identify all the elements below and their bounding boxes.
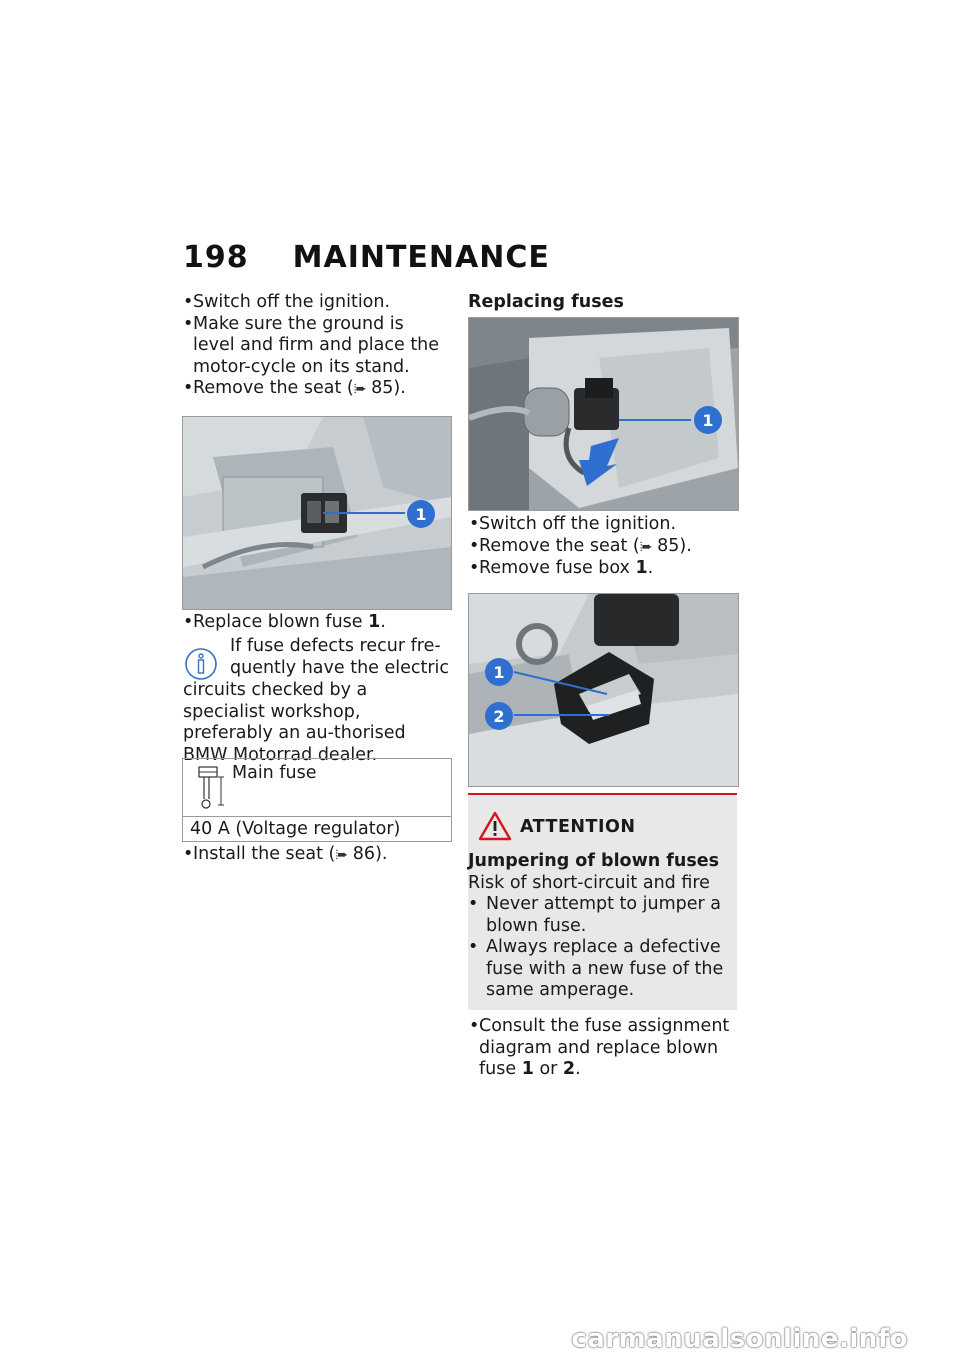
list-item: • Always replace a defective fuse with a new fuse of the same amperage. [468,937,724,1000]
page-ref-arrow-icon: ⦙➨ [639,539,652,555]
fuse-table-value: 40 A (Voltage regulator) [190,819,401,839]
attention-heading: ATTENTION [520,817,636,837]
page-ref-link[interactable]: 86 [352,844,376,864]
list-item: • Switch off the ignition. [469,514,677,534]
page-title: MAINTENANCE [292,240,550,275]
photo-fuse-location [182,416,452,610]
callout-label-1: 1 [415,505,427,524]
section-title: Replacing fuses [468,292,624,312]
fuse-table-title: Main fuse [232,763,317,783]
list-item: • Install the seat (⦙➨ 86). [183,844,388,864]
replace-step [183,612,448,634]
left-steps [183,292,448,401]
callout-label-1: 1 [493,663,505,682]
list-item: • Switch off the ignition. [183,292,391,312]
photo-fuse-box-removal [468,317,739,511]
note-first-lines: If fuse defects recur fre- quently have the electric [230,636,450,678]
list-item: • Remove the seat (⦙➨ 85). [183,378,406,398]
install-step [183,844,448,867]
page-ref-arrow-icon: ⦙➨ [335,848,348,863]
list-item: • Never attempt to jumper a blown fuse. [468,894,722,936]
list-item: • Consult the fuse assignment diagram and replace blown fuse 1 or 2. [469,1016,730,1079]
main-fuse-table [182,758,452,842]
page-ref-link[interactable]: 85 [657,535,680,556]
page-ref-link[interactable]: 85 [371,378,394,398]
watermark[interactable]: carmanualsonline.info [571,1324,908,1354]
list-item: • Remove fuse box 1. [469,558,654,578]
warning-triangle-icon [478,811,512,845]
callout-label-2: 2 [493,707,505,726]
page-ref-arrow-icon: ⦙➨ [353,382,366,397]
page-number: 198 [183,240,249,275]
right-steps [469,514,734,580]
list-item: • Replace blown fuse 1. [183,612,386,632]
list-item: • Make sure the ground is level and firm and place the motor-cycle on its stand. [183,313,440,377]
photo-fuse-positions [468,593,739,787]
page-header [183,240,550,275]
attention-box [468,793,737,1010]
callout-label-1: 1 [702,411,714,430]
attention-body: Jumpering of blown fuses Risk of short-circuit and fire • Never attempt to jumper a blown fuse. • Always replace a defective fuse with a new fuse of the same amperage. [468,851,733,1002]
list-item: • Remove the seat (⦙➨ 85). [469,535,692,556]
fuse-icon [197,765,227,815]
final-step [469,1016,734,1081]
note-text: circuits checked by a specialist workshop, preferably an au-thorised BMW Motorrad dealer. [183,680,406,765]
